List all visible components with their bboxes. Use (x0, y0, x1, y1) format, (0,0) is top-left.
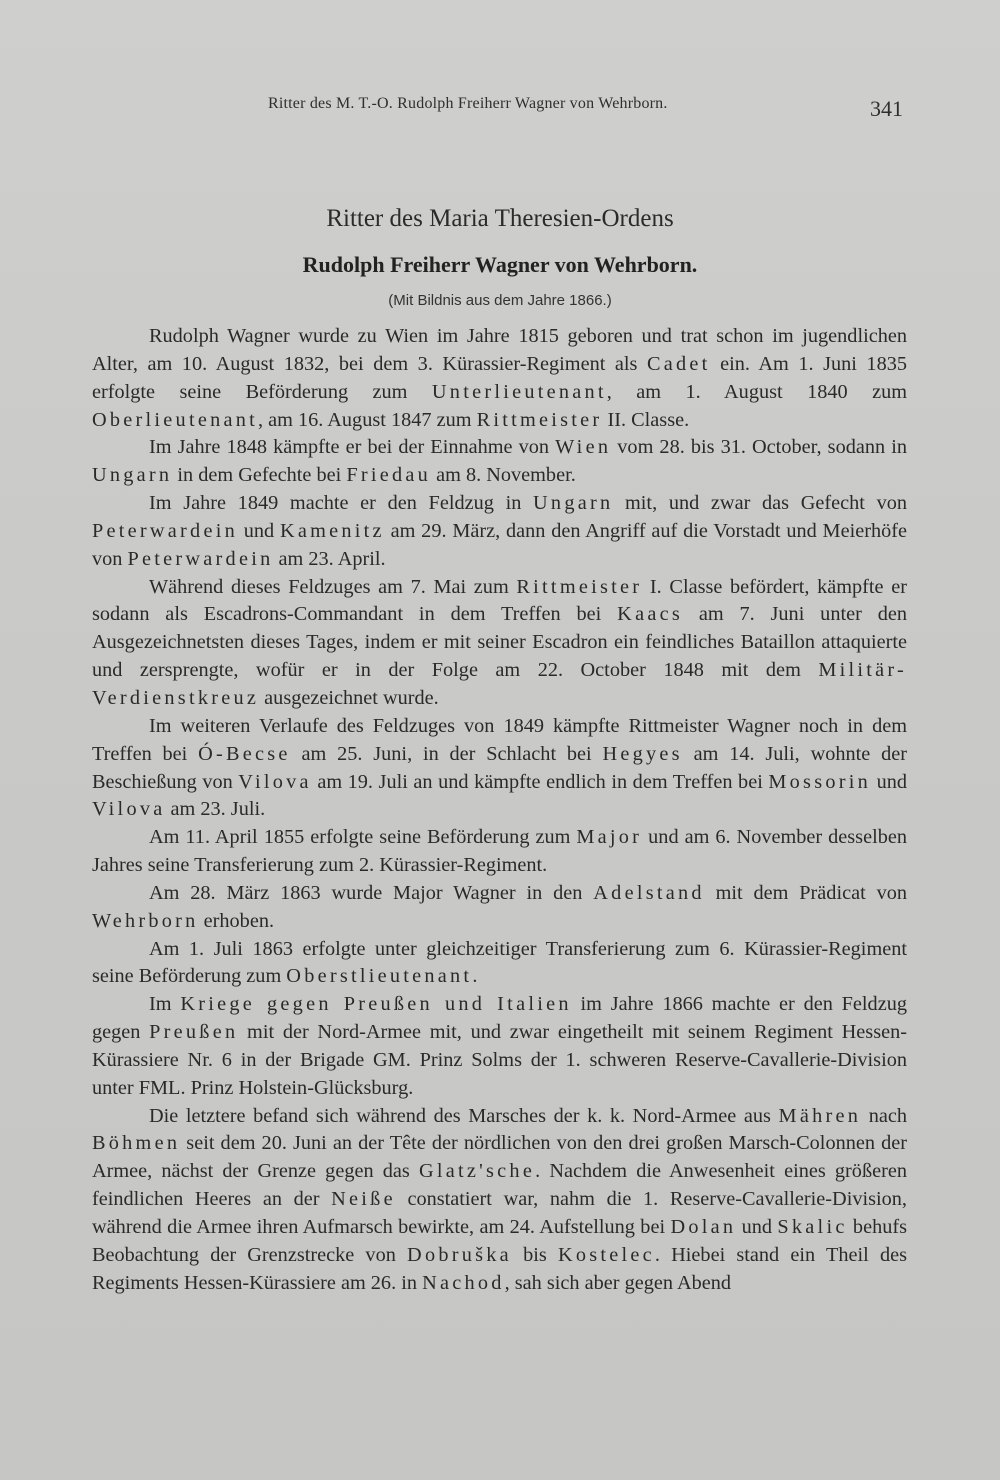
text-run: . (472, 965, 478, 988)
spaced-emphasis: Kaacs (617, 603, 683, 626)
running-head: Ritter des M. T.-O. Rudolph Freiherr Wagner von Wehrborn. (268, 95, 668, 112)
text-run: Im Jahre 1849 machte er den Feldzug in (149, 492, 534, 515)
spaced-emphasis: Vilova (238, 770, 312, 793)
text-run: . Hiebei stand ein Theil des Regiments Hessen-Kürassiere am 26. in (92, 1243, 907, 1294)
text-run: Im (149, 993, 181, 1016)
portrait-note: (Mit Bildnis aus dem Jahre 1866.) (388, 292, 612, 309)
spaced-emphasis: Rittmeister (516, 575, 643, 598)
spaced-emphasis: Preußen (149, 1021, 239, 1044)
paragraph (92, 490, 907, 574)
paragraph (92, 713, 907, 824)
spaced-emphasis: Major (576, 826, 643, 849)
text-run: Am 1. Juli 1863 erfolgte unter gleichzeitiger Transferierung zum 6. Kürassier-Regiment seine Beförderung zum (92, 937, 907, 988)
text-run: am 14. Juli, wohnte der Beschießung von (92, 742, 907, 793)
text-run: am 8. November. (431, 464, 576, 487)
text-run: mit, und zwar das Gefecht von (613, 492, 907, 515)
paragraph (92, 936, 907, 992)
spaced-emphasis: Wehrborn (92, 909, 199, 932)
text-run: ausgezeichnet wurde. (259, 686, 439, 709)
text-run: und (736, 1216, 778, 1238)
spaced-emphasis: Kriege gegen Preußen und Italien (180, 993, 572, 1016)
paragraph (92, 1103, 907, 1298)
text-run: seit dem 20. Juni an der Tête der nördlichen von den drei großen Marsch-Colonnen der Armee, nächst der Grenze gegen das (92, 1132, 907, 1183)
text-run: erhoben. (198, 909, 275, 932)
text-run: Am 28. März 1863 wurde Major Wagner in den (149, 881, 594, 904)
text-run: am 25. Juni, in der Schlacht bei (290, 742, 603, 765)
text-run: Im Jahre 1848 kämpfte er bei der Einnahme von (149, 436, 556, 459)
spaced-emphasis: Wien (555, 436, 612, 459)
spaced-emphasis: Mossorin (768, 770, 872, 793)
paragraph (92, 824, 907, 880)
spaced-emphasis: Mähren (778, 1104, 862, 1127)
text-run: Während dieses Feldzuges am 7. Mai zum (149, 575, 517, 598)
spaced-emphasis: Unterlieutenant (431, 380, 607, 403)
text-run: . Nachdem die Anwesenheit eines größeren feindlichen Heeres an der (92, 1160, 907, 1211)
text-run: am 7. Juni unter den Ausgezeichnetsten dieses Tages, indem er mit seiner Escadron ein feindliches Bataillon attaquierte und zersprengte, wofür er in der Folge am 22. October 1848 mit dem (92, 603, 907, 682)
text-run: nach (861, 1104, 907, 1127)
spaced-emphasis: Oberlieutenant (92, 408, 258, 431)
paragraph (92, 434, 907, 490)
spaced-emphasis: Peterwardein (127, 547, 274, 570)
spaced-emphasis: Hegyes (602, 742, 683, 765)
spaced-emphasis: Dolan (670, 1216, 737, 1238)
spaced-emphasis: Oberstlieutenant (286, 965, 473, 988)
spaced-emphasis: Ó-Becse (198, 742, 291, 765)
spaced-emphasis: Neiße (331, 1188, 396, 1211)
paragraph (92, 991, 907, 1102)
spaced-emphasis: Rittmeister (476, 408, 603, 431)
chapter-subtitle: Rudolph Freiherr Wagner von Wehrborn. (302, 252, 698, 277)
text-run: Rudolph Wagner wurde zu Wien im Jahre 1815 geboren und trat schon im jugendlichen Alter, am 10. August 1832, bei dem 3. Kürassier-Regiment als (92, 325, 907, 375)
text-run: mit der Nord-Armee mit, und zwar eingetheilt mit seinem Regiment Hessen-Kürassiere Nr. 6 in der Brigade GM. Prinz Solms der 1. schweren Reserve-Cavallerie-Division unter FML. Prinz Holstein-Glücksburg. (92, 1021, 907, 1099)
text-run: bis (511, 1243, 558, 1266)
text-run: Im weiteren Verlaufe des Feldzuges von 1849 kämpfte Rittmeister Wagner noch in dem Treffen bei (92, 714, 907, 765)
spaced-emphasis: Glatz'sche (418, 1160, 536, 1183)
text-run: I. Classe befördert, kämpfte er sodann als Escadrons-Commandant in dem Treffen bei (92, 575, 907, 626)
spaced-emphasis: Böhmen (92, 1132, 181, 1155)
text-run: , am 16. August 1847 zum (257, 408, 477, 431)
text-run: und am 6. November desselben Jahres seine Transferierung zum 2. Kürassier-Regiment. (92, 826, 907, 877)
text-run: am 23. April. (273, 547, 386, 570)
spaced-emphasis: Skalic (777, 1216, 848, 1238)
spaced-emphasis: Ungarn (92, 464, 173, 487)
paragraph (92, 880, 907, 936)
body-text (92, 323, 907, 1298)
spaced-emphasis: Ungarn (533, 492, 614, 515)
text-run: mit dem Prädicat von (704, 881, 907, 904)
text-run: am 29. März, dann den Angriff auf die Vorstadt und Meierhöfe von (92, 519, 908, 570)
spaced-emphasis: Friedau (346, 464, 432, 487)
text-run: Am 11. April 1855 erfolgte seine Beförderung zum (149, 826, 577, 849)
text-run: am 19. Juli an und kämpfte endlich in dem Treffen bei (311, 770, 769, 793)
chapter-title: Ritter des Maria Theresien-Ordens (326, 205, 674, 232)
spaced-emphasis: Kostelec (557, 1243, 655, 1266)
spaced-emphasis: Kamenitz (279, 519, 385, 542)
text-run: und (237, 519, 280, 542)
text-run: behufs Beobachtung der Grenzstrecke von (92, 1216, 908, 1266)
spaced-emphasis: Militär-Verdienstkreuz (92, 659, 907, 709)
text-run: in dem Gefechte bei (172, 464, 347, 487)
text-run: constatiert war, nahm die 1. Reserve-Cavallerie-Division, während die Armee ihren Aufmarsch bewirkte, am 24. Aufstellung bei (92, 1188, 907, 1238)
text-run: Die letztere befand sich während des Marsches der k. k. Nord-Armee aus (149, 1104, 779, 1127)
text-run: , am 1. August 1840 zum (606, 380, 907, 403)
spaced-emphasis: Dobruška (407, 1243, 512, 1266)
paragraph (92, 323, 907, 434)
text-run: ein. Am 1. Juni 1835 erfolgte seine Beförderung zum (92, 352, 907, 403)
text-run: und (871, 770, 907, 793)
spaced-emphasis: Adelstand (593, 881, 705, 904)
text-run: II. Classe. (602, 408, 690, 431)
spaced-emphasis: Vilova (92, 798, 166, 821)
spaced-emphasis: Cadet (646, 352, 711, 375)
text-run: am 23. Juli. (165, 798, 266, 821)
spaced-emphasis: Nachod (422, 1271, 505, 1294)
text-run: vom 28. bis 31. October, sodann in (611, 436, 907, 459)
spaced-emphasis: Peterwardein (92, 519, 238, 542)
text-run: im Jahre 1866 machte er den Feldzug gegen (92, 993, 907, 1044)
page-number: 341 (870, 96, 903, 121)
paragraph (92, 574, 907, 713)
text-run: , sah sich aber gegen Abend (504, 1271, 732, 1294)
